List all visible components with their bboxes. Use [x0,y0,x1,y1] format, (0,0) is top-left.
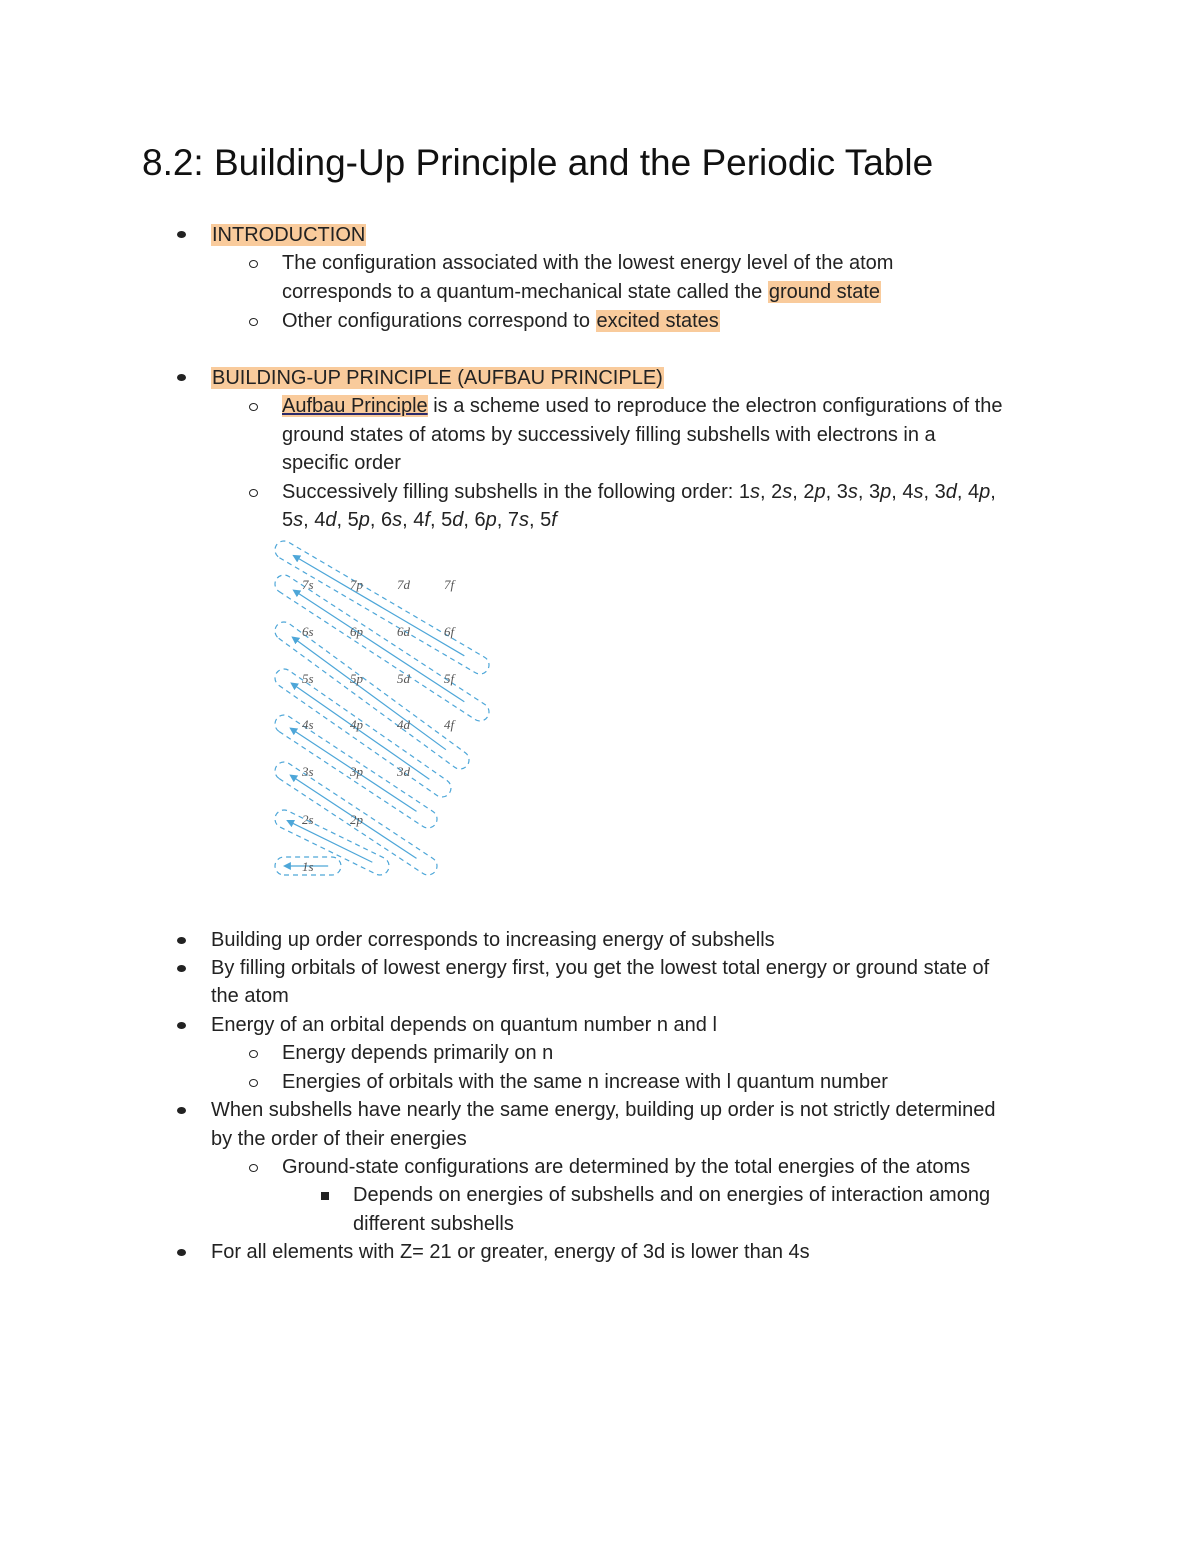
subshell-label: 4f [444,717,455,732]
subshell-label: 3s [302,764,314,779]
note-1: Building up order corresponds to increasing energy of subshells [211,929,775,951]
circle-bullet-icon [249,318,258,326]
subshell-label: 1s [302,859,314,874]
bullet-icon [177,1249,186,1256]
circle-bullet-icon [249,1164,258,1172]
intro-item-2 [282,307,720,335]
intro-item-1-line-2 [282,278,881,306]
subshell-label: 4s [302,717,314,732]
subshell-label: 6d [397,624,410,639]
note-3: Energy of an orbital depends on quantum number n and l [211,1014,717,1036]
circle-bullet-icon [249,260,258,268]
note-2-line-1: By filling orbitals of lowest energy first, you get the lowest total energy or ground state of [211,957,990,979]
bullet-icon [177,231,186,238]
bullet-icon [177,1022,186,1029]
circle-bullet-icon [249,1079,258,1087]
bullet-icon [177,937,186,944]
intro-heading-text: INTRODUCTION [212,224,366,246]
circle-bullet-icon [249,489,258,497]
note-3-sub-2: Energies of orbitals with the same n increase with l quantum number [282,1071,888,1093]
note-4-line-2: by the order of their energies [211,1128,467,1150]
subshell-label: 5p [350,671,363,686]
subshell-label: 7d [397,577,410,592]
ground-state-highlight: ground state [768,281,881,303]
aufbau-diagram [270,540,490,880]
fill-order-arrow [295,639,446,750]
bullet-icon [177,965,186,972]
aufbau-principle-highlight: Aufbau Principle [282,395,428,417]
subshell-label: 2s [302,812,314,827]
note-5: For all elements with Z= 21 or greater, energy of 3d is lower than 4s [211,1241,810,1263]
subshell-label: 6s [302,624,314,639]
subshell-label: 5s [302,671,314,686]
intro-item-2-text: Other configurations correspond to [282,310,596,332]
aufbau-item-2-text: Successively filling subshells in the following order: [282,481,739,503]
page-title: 8.2: Building-Up Principle and the Periodic Table [142,142,934,183]
fill-order-arrow [290,822,373,862]
aufbau-item-1-line-2: ground states of atoms by successively filling subshells with electrons in a [282,424,936,446]
subshell-order-part-2: 5s, 4d, 5p, 6s, 4f, 5d, 6p, 7s, 5f [282,509,557,531]
aufbau-item-2-line-2 [282,506,557,534]
excited-states-highlight: excited states [596,310,719,332]
subshell-label: 5d [397,671,410,686]
subshell-label: 6f [444,624,455,639]
note-4-line-1: When subshells have nearly the same energy, building up order is not strictly determined [211,1099,996,1121]
note-4-sub-1: Ground-state configurations are determined by the total energies of the atoms [282,1156,971,1178]
subshell-label: 4p [350,717,363,732]
subshell-label: 3d [397,764,410,779]
note-3-sub-1: Energy depends primarily on n [282,1042,554,1064]
note-4-subsub-1-line-2: different subshells [353,1213,514,1235]
intro-item-1-text: corresponds to a quantum-mechanical state called the [282,281,768,303]
square-bullet-icon [321,1192,329,1200]
subshell-label: 4d [397,717,410,732]
aufbau-heading [211,364,664,392]
aufbau-heading-text: BUILDING-UP PRINCIPLE (AUFBAU PRINCIPLE) [212,367,663,389]
note-2-line-2: the atom [211,985,289,1007]
circle-bullet-icon [249,1050,258,1058]
bullet-icon [177,1107,186,1114]
subshell-label: 2p [350,812,363,827]
aufbau-item-2-line-1 [282,478,996,506]
subshell-label: 3p [350,764,363,779]
subshell-label: 7s [302,577,314,592]
aufbau-item-1-line-1 [282,392,1002,420]
note-4-subsub-1-line-1: Depends on energies of subshells and on energies of interaction among [353,1184,991,1206]
subshell-label: 5f [444,671,455,686]
subshell-order-part-1: 1s, 2s, 2p, 3s, 3p, 4s, 3d, 4p, [738,481,996,503]
subshell-label: 7f [444,577,455,592]
subshell-label: 6p [350,624,363,639]
bullet-icon [177,374,186,381]
intro-heading [211,221,366,249]
subshell-label: 7p [350,577,363,592]
circle-bullet-icon [249,403,258,411]
aufbau-item-1-text: is a scheme used to reproduce the electron configurations of the [427,395,1003,417]
aufbau-item-1-line-3: specific order [282,452,401,474]
intro-item-1-line-1: The configuration associated with the lowest energy level of the atom [282,252,894,274]
fill-order-arrow [296,557,465,656]
